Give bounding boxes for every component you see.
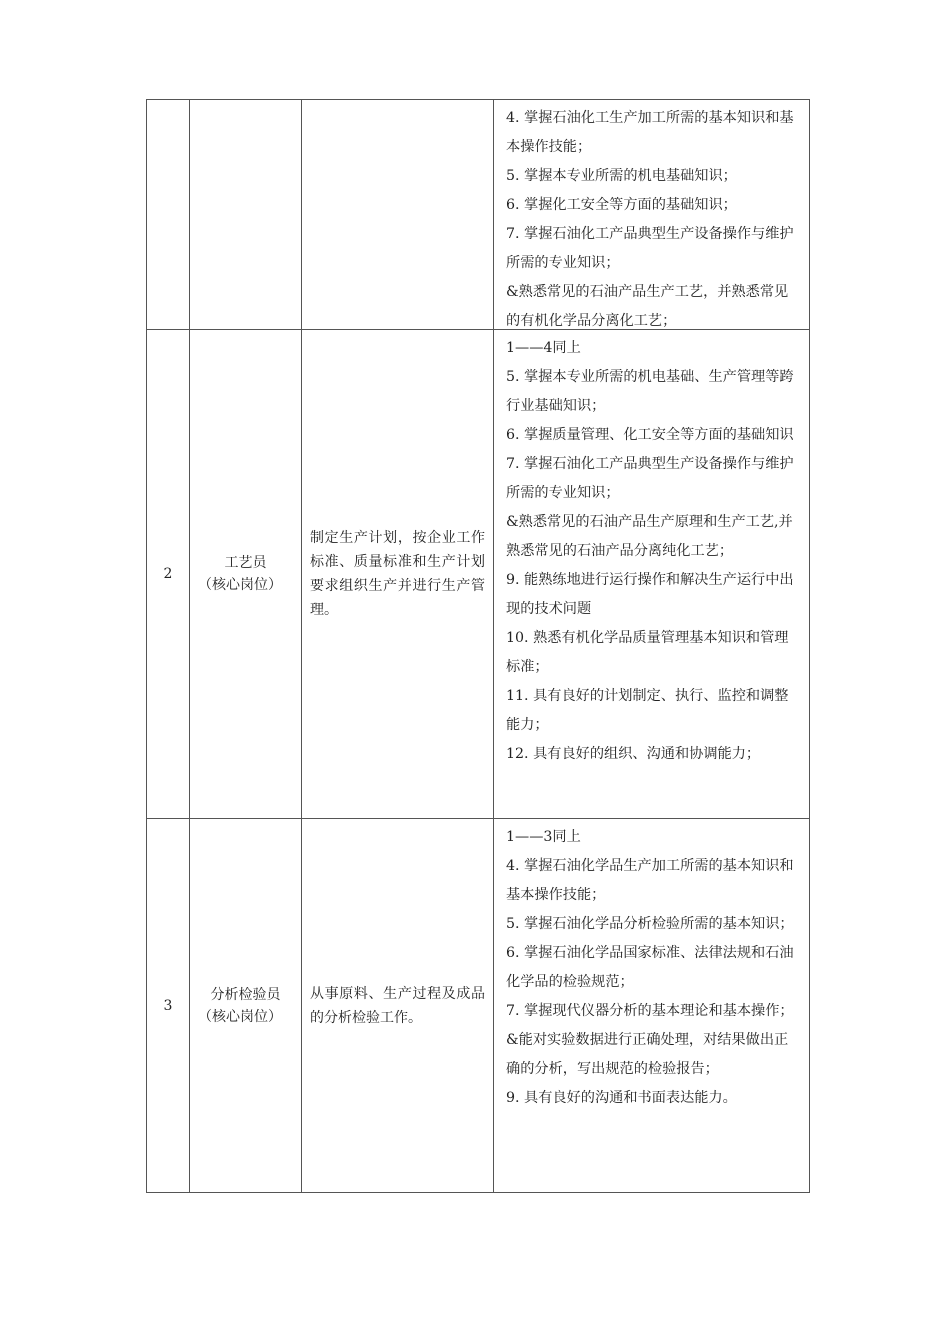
requirements-cell <box>494 100 810 330</box>
requirement-item: 6. 掌握石油化学品国家标准、法律法规和石油化学品的检验规范； <box>506 945 794 990</box>
requirement-item: 4. 掌握石油化学品生产加工所需的基本知识和基本操作技能； <box>506 858 794 903</box>
requirement-item: 5. 掌握石油化学品分析检验所需的基本知识； <box>506 916 794 932</box>
requirements-list <box>494 100 809 329</box>
requirement-item: 10. 熟悉有机化学品质量管理基本知识和管理标准； <box>506 630 789 675</box>
requirement-item: 11. 具有良好的计划制定、执行、监控和调整能力； <box>506 688 789 733</box>
requirement-item: 1——4同上 <box>506 340 581 356</box>
job-requirements-table <box>146 99 810 1193</box>
position-name: 分析检验员 <box>210 986 281 1003</box>
position-cell <box>190 819 302 1193</box>
requirement-item: 7. 掌握石油化工产品典型生产设备操作与维护所需的专业知识； <box>506 226 794 271</box>
requirement-item: 5. 掌握本专业所需的机电基础、生产管理等跨行业基础知识； <box>506 369 794 414</box>
requirement-item: 1——3同上 <box>506 829 581 845</box>
duty-cell <box>302 100 494 330</box>
table-row <box>147 330 810 819</box>
row-number: 2 <box>147 330 190 819</box>
requirement-item: 7. 掌握石油化工产品典型生产设备操作与维护所需的专业知识； <box>506 456 794 501</box>
position-cell <box>190 330 302 819</box>
requirement-item: &能对实验数据进行正确处理，对结果做出正确的分析，写出规范的检验报告； <box>506 1032 789 1077</box>
duty-cell: 制定生产计划，按企业工作标准、质量标准和生产计划要求组织生产并进行生产管理。 <box>302 330 494 819</box>
requirement-item: 12. 具有良好的组织、沟通和协调能力； <box>506 746 761 762</box>
requirement-item: 7. 掌握现代仪器分析的基本理论和基本操作； <box>506 1003 794 1019</box>
position-note: （核心岗位） <box>198 1008 282 1025</box>
requirement-item: 6. 掌握化工安全等方面的基础知识； <box>506 197 737 213</box>
requirement-item: 9. 能熟练地进行运行操作和解决生产运行中出现的技术问题 <box>506 572 794 617</box>
position-note: （核心岗位） <box>198 577 282 593</box>
duty-cell: 从事原料、生产过程及成品的分析检验工作。 <box>302 819 494 1193</box>
requirements-cell <box>494 819 810 1193</box>
requirements-cell <box>494 330 810 819</box>
row-number <box>147 100 190 330</box>
position-cell <box>190 100 302 330</box>
requirement-item: &熟悉常见的石油产品生产原理和生产工艺,并熟悉常见的石油产品分离纯化工艺； <box>506 514 793 559</box>
table-row <box>147 100 810 330</box>
requirements-list <box>494 819 809 1192</box>
requirement-item: 5. 掌握本专业所需的机电基础知识； <box>506 168 737 184</box>
position-name: 工艺员 <box>224 555 267 571</box>
requirements-list <box>494 330 809 818</box>
requirement-item: 6. 掌握质量管理、化工安全等方面的基础知识 <box>506 427 794 443</box>
row-number: 3 <box>147 819 190 1193</box>
requirement-item: 4. 掌握石油化工生产加工所需的基本知识和基本操作技能； <box>506 110 794 155</box>
table-row <box>147 819 810 1193</box>
requirement-item: 9. 具有良好的沟通和书面表达能力。 <box>506 1090 737 1106</box>
requirement-item: &熟悉常见的石油产品生产工艺，并熟悉常见的有机化学品分离化工艺； <box>506 284 789 329</box>
